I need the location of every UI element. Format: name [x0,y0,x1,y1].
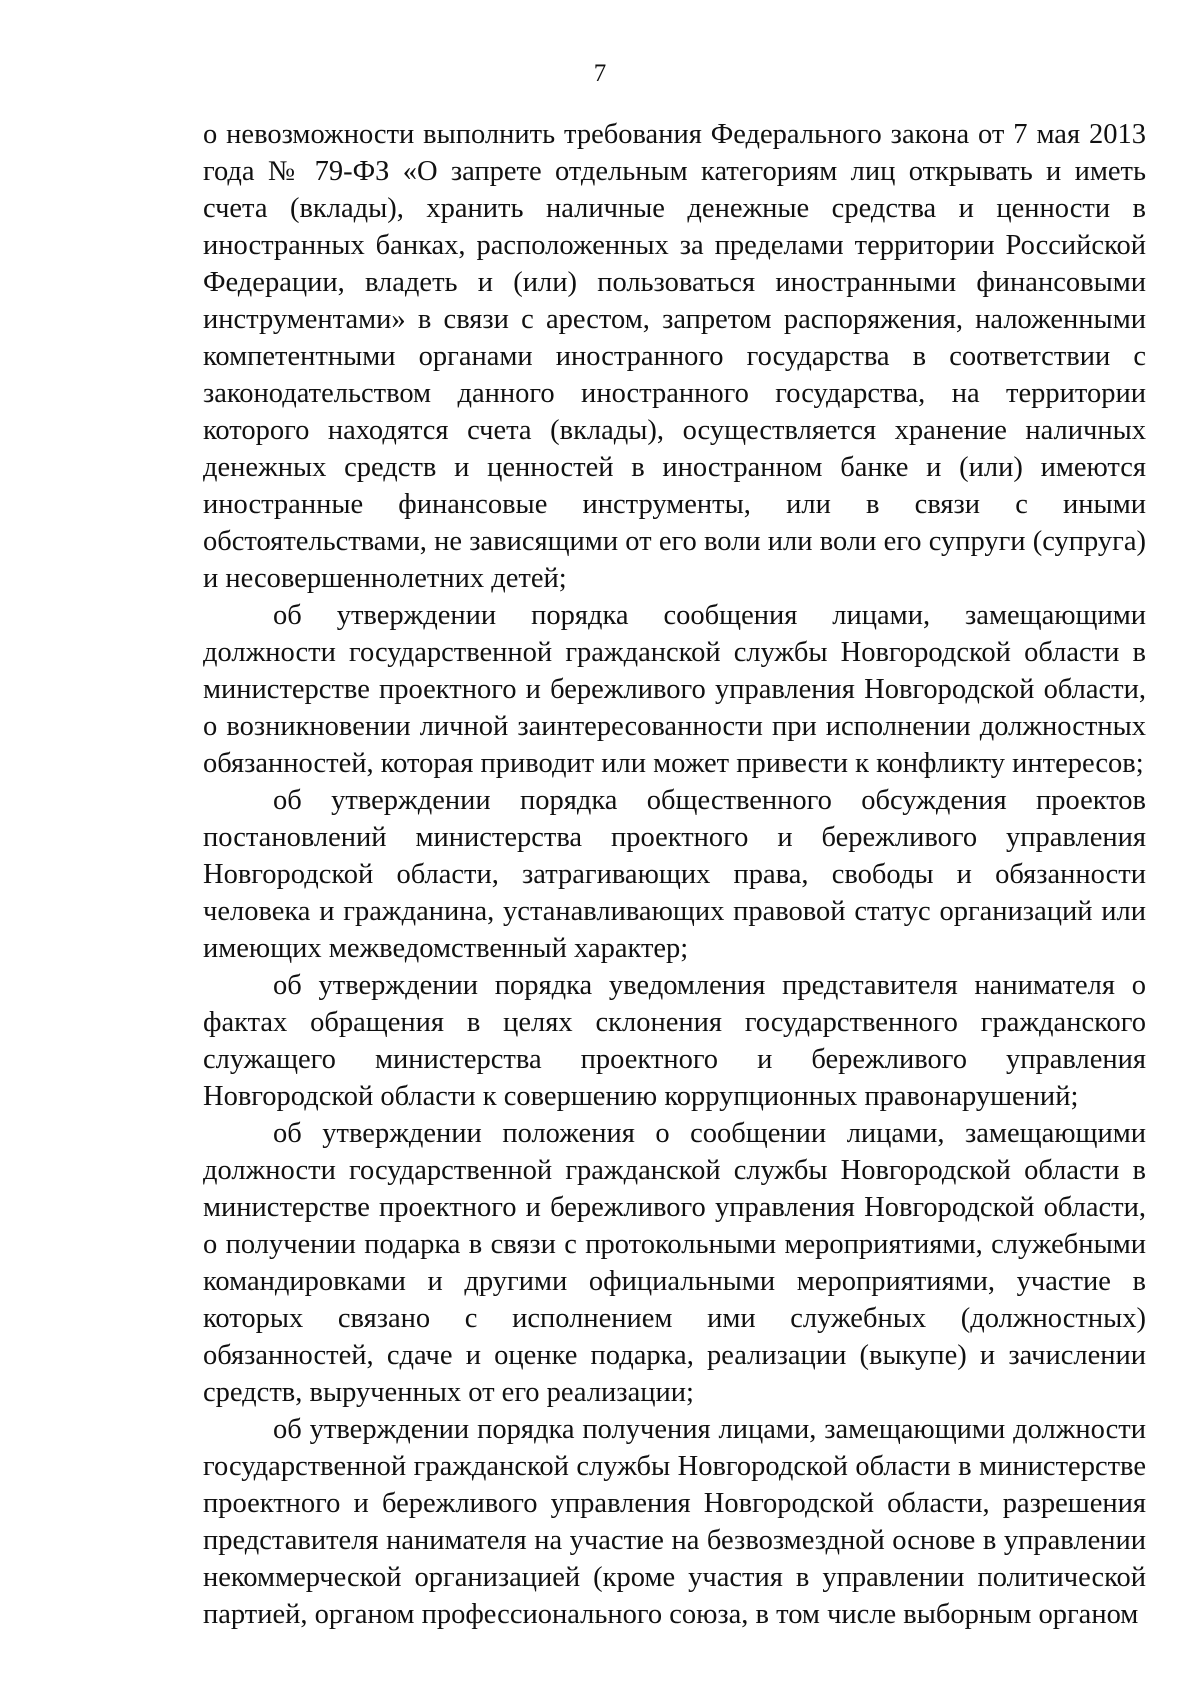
paragraph: об утверждении порядка сообщения лицами, замещающими должности государственной гражданской службы Новгородской области в министерстве проектного и бережливого управления Новгородской области, о возникновении личной заинтересованности при исполнении должностных обязанностей, которая приводит или может привести к конфликту интересов; [203,600,1146,779]
paragraph: об утверждении положения о сообщении лицами, замещающими должности государственной гражданской службы Новгородской области в министерстве проектного и бережливого управления Новгородской области, о получении подарка в связи с протокольными мероприятиями, служебными командировками и другими официальными мероприятиями, участие в которых связано с исполнением ими служебных (должностных) обязанностей, сдаче и оценке подарка, реализации (выкупе) и зачислении средств, вырученных от его реализации; [203,1118,1146,1408]
document-body [203,116,1146,1633]
paragraph-continuation: о невозможности выполнить требования Федерального закона от 7 мая 2013 года № 79-ФЗ «О запрете отдельным категориям лиц открывать и иметь счета (вклады), хранить наличные денежные средства и ценности в иностранных банках, расположенных за пределами территории Российской Федерации, владеть и (или) пользоваться иностранными финансовыми инструментами» в связи с арестом, запретом распоряжения, наложенными компетентными органами иностранного государства в соответствии с законодательством данного иностранного государства, на территории которого находятся счета (вклады), осуществляется хранение наличных денежных средств и ценностей в иностранном банке и (или) имеются иностранные финансовые инструменты, или в связи с иными обстоятельствами, не зависящими от его воли или воли его супруги (супруга) и несовершеннолетних детей; [203,119,1146,594]
paragraph: об утверждении порядка общественного обсуждения проектов постановлений министерства проектного и бережливого управления Новгородской области, затрагивающих права, свободы и обязанности человека и гражданина, устанавливающих правовой статус организаций или имеющих межведомственный характер; [203,785,1146,964]
page-number: 7 [593,60,607,87]
paragraph: об утверждении порядка получения лицами, замещающими должности государственной гражданской службы Новгородской области в министерстве проектного и бережливого управления Новгородской области, разрешения представителя нанимателя на участие на безвозмездной основе в управлении некоммерческой организацией (кроме участия в управлении политической партией, органом профессионального союза, в том числе выборным органом [203,1414,1146,1630]
paragraph: об утверждении порядка уведомления представителя нанимателя о фактах обращения в целях склонения государственного гражданского служащего министерства проектного и бережливого управления Новгородской области к совершению коррупционных правонарушений; [203,970,1146,1112]
